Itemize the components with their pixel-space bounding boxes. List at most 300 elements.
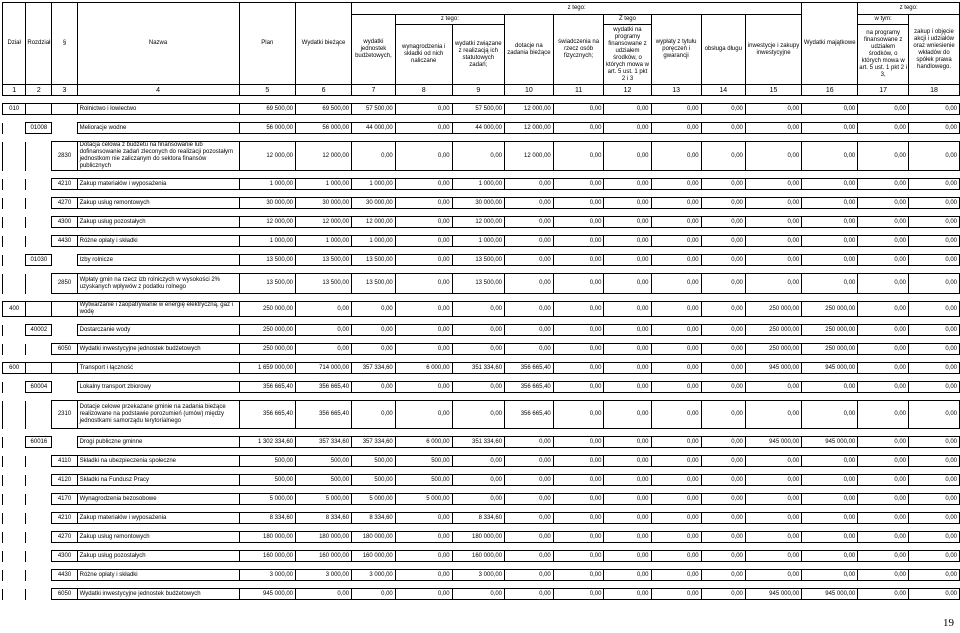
- spacer-cell: [3, 317, 960, 325]
- row-value: 0,00: [553, 494, 604, 505]
- row-value: 0,00: [604, 363, 651, 374]
- row-value: 0,00: [395, 274, 452, 294]
- col-wydatki-jednostek: wydatki jednostek budżetowych,: [352, 15, 396, 85]
- row-value: 0,00: [858, 589, 909, 600]
- row-value: 0,00: [604, 142, 651, 171]
- column-number: 9: [452, 85, 504, 96]
- row-spacer: [3, 355, 960, 363]
- empty-cell: [3, 401, 26, 429]
- row-value: 12 000,00: [352, 217, 396, 228]
- empty-cell: [26, 142, 52, 171]
- row-value: 0,00: [395, 589, 452, 600]
- row-value: 0,00: [858, 255, 909, 266]
- row-value: 0,00: [395, 179, 452, 190]
- row-value: 0,00: [395, 123, 452, 134]
- row-value: 0,00: [858, 382, 909, 393]
- row-value: 0,00: [651, 123, 701, 134]
- column-number: 15: [745, 85, 801, 96]
- row-value: 0,00: [909, 236, 960, 247]
- row-value: 500,00: [395, 475, 452, 486]
- row-name: Zakup usług remontowych: [77, 198, 239, 209]
- row-value: 500,00: [296, 475, 352, 486]
- row-value: 0,00: [858, 437, 909, 448]
- row-value: 0,00: [745, 456, 801, 467]
- row-value: 0,00: [296, 302, 352, 317]
- row-spacer: [3, 336, 960, 344]
- row-value: 0,00: [651, 179, 701, 190]
- row-value: 0,00: [452, 494, 504, 505]
- row-value: 250 000,00: [745, 344, 801, 355]
- column-number: 11: [553, 85, 604, 96]
- row-value: 0,00: [701, 532, 745, 543]
- row-value: 0,00: [651, 198, 701, 209]
- row-value: 0,00: [858, 123, 909, 134]
- row-value: 0,00: [505, 475, 554, 486]
- row-value: 0,00: [352, 142, 396, 171]
- row-value: 250 000,00: [745, 302, 801, 317]
- row-name: Drogi publiczne gminne: [77, 437, 239, 448]
- row-value: 180 000,00: [452, 532, 504, 543]
- row-value: 0,00: [909, 363, 960, 374]
- row-value: 0,00: [909, 142, 960, 171]
- table-row: [3, 494, 960, 505]
- row-value: 0,00: [858, 363, 909, 374]
- spacer-cell: [3, 266, 960, 274]
- empty-cell: [3, 255, 26, 266]
- row-value: 0,00: [909, 255, 960, 266]
- row-value: 500,00: [239, 456, 295, 467]
- row-value: 0,00: [452, 382, 504, 393]
- row-value: 0,00: [604, 513, 651, 524]
- row-value: 0,00: [651, 570, 701, 581]
- row-value: 356 665,40: [296, 401, 352, 429]
- row-value: 0,00: [802, 123, 858, 134]
- row-value: 0,00: [395, 142, 452, 171]
- row-spacer: [3, 266, 960, 274]
- row-code: 4210: [52, 513, 77, 524]
- row-value: 0,00: [858, 401, 909, 429]
- row-value: 0,00: [909, 198, 960, 209]
- spacer-cell: [3, 393, 960, 401]
- empty-cell: [3, 494, 26, 505]
- spacer-cell: [3, 467, 960, 475]
- empty-cell: [3, 513, 26, 524]
- row-code: 4300: [52, 551, 77, 562]
- row-name: Zakup materiałów i wyposażenia: [77, 513, 239, 524]
- row-code: 60004: [26, 382, 52, 393]
- row-code: 400: [3, 302, 26, 317]
- row-value: 0,00: [909, 570, 960, 581]
- row-value: 0,00: [651, 494, 701, 505]
- row-value: 0,00: [802, 255, 858, 266]
- row-value: 0,00: [604, 570, 651, 581]
- row-value: 0,00: [553, 302, 604, 317]
- row-value: 0,00: [858, 325, 909, 336]
- row-value: 500,00: [395, 456, 452, 467]
- row-value: 0,00: [701, 255, 745, 266]
- table-row: [3, 302, 960, 317]
- row-value: 0,00: [701, 344, 745, 355]
- row-value: 0,00: [352, 589, 396, 600]
- row-value: 250 000,00: [239, 302, 295, 317]
- row-value: 0,00: [802, 179, 858, 190]
- row-value: 160 000,00: [352, 551, 396, 562]
- row-value: 0,00: [553, 570, 604, 581]
- row-value: 1 000,00: [352, 236, 396, 247]
- row-value: 0,00: [651, 589, 701, 600]
- row-name: Dotacja celowa z budżetu na finansowanie lub dofinansowanie zadań zleconych do realizacji pozostałym jednostkom nie zaliczanym do sektora finansów publicznych: [77, 142, 239, 171]
- row-value: 1 000,00: [296, 236, 352, 247]
- row-value: 0,00: [553, 382, 604, 393]
- row-value: 0,00: [553, 513, 604, 524]
- row-value: 0,00: [553, 344, 604, 355]
- row-value: 0,00: [858, 274, 909, 294]
- row-value: 160 000,00: [239, 551, 295, 562]
- row-value: 0,00: [604, 589, 651, 600]
- row-value: 0,00: [701, 437, 745, 448]
- row-value: 0,00: [553, 104, 604, 115]
- row-value: 0,00: [395, 302, 452, 317]
- row-value: 0,00: [909, 494, 960, 505]
- row-value: 0,00: [395, 104, 452, 115]
- empty-cell: [26, 274, 52, 294]
- table-row: [3, 179, 960, 190]
- col-wydatki-biezace: Wydatki bieżące: [296, 3, 352, 85]
- table-row: [3, 142, 960, 171]
- row-value: 0,00: [651, 255, 701, 266]
- table-row: [3, 104, 960, 115]
- row-value: 0,00: [745, 104, 801, 115]
- row-value: 0,00: [352, 382, 396, 393]
- row-value: 0,00: [395, 344, 452, 355]
- row-value: 0,00: [604, 382, 651, 393]
- row-value: 0,00: [858, 513, 909, 524]
- row-value: 0,00: [395, 236, 452, 247]
- row-code: 4110: [52, 456, 77, 467]
- row-value: 0,00: [745, 532, 801, 543]
- row-value: 0,00: [909, 513, 960, 524]
- empty-cell: [26, 104, 52, 115]
- row-value: 0,00: [395, 255, 452, 266]
- row-code: 2310: [52, 401, 77, 429]
- row-value: 0,00: [909, 589, 960, 600]
- row-value: 0,00: [909, 475, 960, 486]
- row-value: 57 500,00: [452, 104, 504, 115]
- row-value: 0,00: [802, 198, 858, 209]
- row-value: 0,00: [553, 179, 604, 190]
- row-value: 0,00: [505, 217, 554, 228]
- row-value: 0,00: [858, 142, 909, 171]
- row-code: 2850: [52, 274, 77, 294]
- row-value: 5 000,00: [239, 494, 295, 505]
- row-value: 0,00: [395, 401, 452, 429]
- row-code: 4430: [52, 236, 77, 247]
- column-number: 7: [352, 85, 396, 96]
- row-value: 1 302 334,60: [239, 437, 295, 448]
- table-row: [3, 255, 960, 266]
- row-value: 12 000,00: [239, 217, 295, 228]
- table-row: [3, 236, 960, 247]
- row-value: 180 000,00: [352, 532, 396, 543]
- row-value: 0,00: [802, 104, 858, 115]
- row-spacer: [3, 524, 960, 532]
- row-spacer: [3, 448, 960, 456]
- row-value: 0,00: [701, 551, 745, 562]
- row-value: 0,00: [701, 475, 745, 486]
- row-value: 5 000,00: [352, 494, 396, 505]
- row-value: 0,00: [651, 551, 701, 562]
- row-spacer: [3, 393, 960, 401]
- spacer-cell: [3, 228, 960, 236]
- row-value: 0,00: [745, 475, 801, 486]
- row-value: 160 000,00: [452, 551, 504, 562]
- empty-cell: [3, 589, 26, 600]
- row-value: 357 334,60: [352, 363, 396, 374]
- row-value: 0,00: [701, 302, 745, 317]
- empty-cell: [26, 198, 52, 209]
- row-value: 0,00: [909, 551, 960, 562]
- row-value: 0,00: [452, 142, 504, 171]
- column-number: 13: [651, 85, 701, 96]
- row-spacer: [3, 486, 960, 494]
- row-value: 0,00: [505, 274, 554, 294]
- col-rozdzial: Rozdział: [26, 3, 52, 85]
- row-value: 0,00: [395, 325, 452, 336]
- row-value: 0,00: [604, 217, 651, 228]
- row-spacer: [3, 562, 960, 570]
- row-value: 0,00: [858, 236, 909, 247]
- spacer-cell: [3, 355, 960, 363]
- row-value: 0,00: [909, 456, 960, 467]
- row-name: Zakup materiałów i wyposażenia: [77, 179, 239, 190]
- row-value: 0,00: [651, 401, 701, 429]
- row-value: 5 000,00: [296, 494, 352, 505]
- column-number-row: [3, 85, 960, 96]
- column-number: 8: [395, 85, 452, 96]
- row-value: 0,00: [604, 344, 651, 355]
- row-value: 357 334,60: [296, 437, 352, 448]
- row-value: 0,00: [553, 325, 604, 336]
- row-value: 1 000,00: [239, 236, 295, 247]
- row-value: 0,00: [802, 456, 858, 467]
- row-value: 0,00: [802, 401, 858, 429]
- row-value: 356 665,40: [505, 382, 554, 393]
- empty-cell: [26, 570, 52, 581]
- spacer-cell: [3, 336, 960, 344]
- row-value: 0,00: [604, 456, 651, 467]
- row-value: 250 000,00: [745, 325, 801, 336]
- row-value: 0,00: [802, 142, 858, 171]
- row-value: 0,00: [651, 513, 701, 524]
- row-value: 12 000,00: [296, 217, 352, 228]
- column-number: 6: [296, 85, 352, 96]
- row-code: 4270: [52, 198, 77, 209]
- row-value: 945 000,00: [745, 437, 801, 448]
- row-code: 60016: [26, 437, 52, 448]
- row-value: 56 000,00: [296, 123, 352, 134]
- row-value: 0,00: [909, 325, 960, 336]
- empty-cell: [26, 401, 52, 429]
- table-row: [3, 456, 960, 467]
- row-value: 0,00: [553, 456, 604, 467]
- row-value: 0,00: [858, 570, 909, 581]
- row-value: 0,00: [553, 401, 604, 429]
- row-value: 0,00: [553, 437, 604, 448]
- row-value: 250 000,00: [802, 325, 858, 336]
- row-value: 0,00: [604, 255, 651, 266]
- col-na-programy: na programy finansowane z udziałem środków, o których mowa w art. 5 ust. 1 pkt 2 i 3,: [858, 25, 909, 85]
- empty-cell: [26, 302, 52, 317]
- row-value: 945 000,00: [745, 363, 801, 374]
- row-value: 714 000,00: [296, 363, 352, 374]
- row-value: 0,00: [909, 104, 960, 115]
- row-value: 0,00: [553, 363, 604, 374]
- row-value: 12 000,00: [296, 142, 352, 171]
- row-value: 0,00: [604, 532, 651, 543]
- table-row: [3, 570, 960, 581]
- col-dotacje: dotacje na zadania bieżące: [505, 15, 554, 85]
- row-value: 0,00: [858, 475, 909, 486]
- row-value: 0,00: [745, 274, 801, 294]
- row-value: 12 000,00: [452, 217, 504, 228]
- empty-cell: [26, 494, 52, 505]
- row-value: 44 000,00: [452, 123, 504, 134]
- empty-cell: [3, 382, 26, 393]
- row-value: 0,00: [745, 236, 801, 247]
- empty-cell: [52, 437, 77, 448]
- row-name: Wydatki inwestycyjne jednostek budżetowych: [77, 589, 239, 600]
- empty-cell: [52, 123, 77, 134]
- column-number: 1: [3, 85, 26, 96]
- row-value: 250 000,00: [802, 344, 858, 355]
- row-value: 0,00: [858, 551, 909, 562]
- row-value: 69 500,00: [239, 104, 295, 115]
- row-name: Wydatki inwestycyjne jednostek budżetowych: [77, 344, 239, 355]
- row-value: 0,00: [604, 104, 651, 115]
- row-value: 0,00: [909, 302, 960, 317]
- row-value: 0,00: [701, 325, 745, 336]
- row-value: 0,00: [651, 302, 701, 317]
- row-value: 0,00: [505, 494, 554, 505]
- row-value: 30 000,00: [352, 198, 396, 209]
- row-value: 1 659 000,00: [239, 363, 295, 374]
- row-value: 56 000,00: [239, 123, 295, 134]
- row-value: 13 500,00: [296, 274, 352, 294]
- row-name: Rolnictwo i łowiectwo: [77, 104, 239, 115]
- row-value: 0,00: [701, 217, 745, 228]
- row-value: 0,00: [858, 198, 909, 209]
- col-wydatki-majatkowe: Wydatki majątkowe: [802, 3, 858, 85]
- row-value: 0,00: [701, 274, 745, 294]
- row-value: 69 500,00: [296, 104, 352, 115]
- empty-cell: [3, 217, 26, 228]
- row-spacer: [3, 581, 960, 589]
- row-spacer: [3, 171, 960, 179]
- row-value: 0,00: [802, 217, 858, 228]
- row-value: 0,00: [505, 344, 554, 355]
- col-zakup-akcji: zakup i objęcie akcji i udziałów oraz wniesienie wkładów do spółek prawa handlowego.: [909, 15, 960, 85]
- spacer-cell: [3, 486, 960, 494]
- row-value: 500,00: [352, 475, 396, 486]
- row-value: 0,00: [452, 344, 504, 355]
- row-value: 0,00: [802, 551, 858, 562]
- row-value: 945 000,00: [802, 437, 858, 448]
- row-value: 0,00: [505, 198, 554, 209]
- row-value: 1 000,00: [239, 179, 295, 190]
- row-value: 0,00: [553, 236, 604, 247]
- empty-cell: [3, 179, 26, 190]
- spacer-cell: [3, 171, 960, 179]
- row-value: 0,00: [452, 401, 504, 429]
- column-number: 2: [26, 85, 52, 96]
- row-value: 0,00: [909, 179, 960, 190]
- row-value: 0,00: [909, 274, 960, 294]
- spacer-cell: [3, 294, 960, 302]
- row-name: Wynagrodzenia bezosobowe: [77, 494, 239, 505]
- row-code: 010: [3, 104, 26, 115]
- column-number: 18: [909, 85, 960, 96]
- row-value: 0,00: [701, 570, 745, 581]
- row-value: 0,00: [604, 179, 651, 190]
- row-value: 351 334,60: [452, 363, 504, 374]
- row-value: 0,00: [452, 475, 504, 486]
- spacer-cell: [3, 562, 960, 570]
- table-row: [3, 198, 960, 209]
- row-spacer: [3, 543, 960, 551]
- empty-cell: [3, 570, 26, 581]
- table-row: [3, 274, 960, 294]
- empty-cell: [26, 217, 52, 228]
- row-value: 0,00: [701, 382, 745, 393]
- budget-rows: [3, 96, 960, 600]
- row-value: 0,00: [858, 217, 909, 228]
- row-value: 0,00: [745, 401, 801, 429]
- row-value: 0,00: [452, 325, 504, 336]
- row-value: 0,00: [651, 217, 701, 228]
- row-value: 30 000,00: [296, 198, 352, 209]
- empty-cell: [3, 551, 26, 562]
- empty-cell: [3, 142, 26, 171]
- row-value: 6 000,00: [395, 363, 452, 374]
- row-value: 1 000,00: [296, 179, 352, 190]
- row-value: 0,00: [505, 589, 554, 600]
- row-value: 3 000,00: [296, 570, 352, 581]
- row-value: 0,00: [909, 437, 960, 448]
- empty-cell: [52, 302, 77, 317]
- row-value: 0,00: [802, 274, 858, 294]
- row-value: 0,00: [604, 302, 651, 317]
- row-spacer: [3, 190, 960, 198]
- row-value: 13 500,00: [352, 274, 396, 294]
- col-inwestycje: inwestycje i zakupy inwestycyjne: [745, 15, 801, 85]
- empty-cell: [52, 363, 77, 374]
- row-name: Wytwarzanie i zaopatrywanie w energię elektryczną, gaz i wodę: [77, 302, 239, 317]
- row-value: 0,00: [352, 401, 396, 429]
- row-value: 5 000,00: [395, 494, 452, 505]
- table-row: [3, 401, 960, 429]
- row-value: 0,00: [701, 236, 745, 247]
- spacer-cell: [3, 448, 960, 456]
- row-value: 13 500,00: [239, 255, 295, 266]
- row-value: 30 000,00: [452, 198, 504, 209]
- empty-cell: [52, 104, 77, 115]
- row-value: 0,00: [909, 532, 960, 543]
- row-value: 30 000,00: [239, 198, 295, 209]
- row-spacer: [3, 209, 960, 217]
- empty-cell: [3, 325, 26, 336]
- empty-cell: [26, 513, 52, 524]
- row-value: 945 000,00: [802, 363, 858, 374]
